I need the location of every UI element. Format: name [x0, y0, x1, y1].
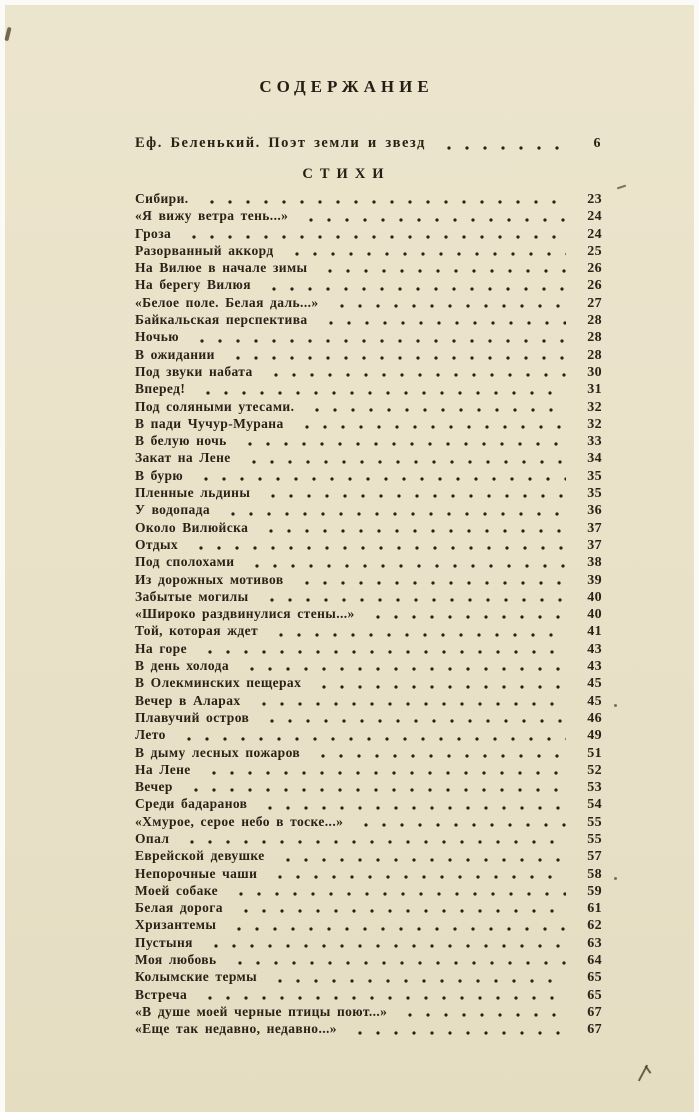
entry-title: «Хмурое, серое небо в тоске...» [135, 813, 344, 829]
entry-page-number: 62 [587, 918, 602, 934]
entry-title: В бурю [135, 467, 184, 483]
entry-title: Закат на Лене [135, 450, 231, 466]
entry-title: Опал [135, 830, 170, 846]
toc-entry [135, 1021, 602, 1038]
entry-title: Встреча [135, 986, 188, 1002]
toc-entry [135, 226, 602, 243]
entry-page-number: 45 [587, 693, 602, 709]
entry-page-number: 57 [587, 849, 602, 865]
entry-title: Вечер [135, 779, 173, 795]
entry-title: Ночью [135, 329, 179, 345]
dot-leader [286, 251, 566, 257]
entry-title: Сибири. [135, 191, 189, 206]
entry-title: Под соляными утесами. [135, 398, 295, 414]
entry-title: Под звуки набата [135, 363, 253, 379]
entry-title: Гроза [135, 225, 172, 241]
entry-title: В день холода [135, 658, 230, 674]
dot-leader [306, 407, 566, 413]
toc-entry [135, 191, 602, 208]
dot-leader [227, 355, 566, 361]
entry-page-number: 24 [587, 226, 602, 242]
dot-leader [320, 320, 566, 326]
entry-page-number: 51 [587, 745, 602, 761]
entry-page-number: 63 [587, 935, 602, 951]
dot-leader [319, 268, 566, 274]
toc-entry [135, 675, 602, 692]
toc-entry [135, 485, 602, 502]
dot-leader [312, 753, 566, 759]
entry-title: Хризантемы [135, 917, 217, 933]
entry-page-number: 34 [587, 451, 602, 467]
dot-leader [199, 649, 566, 655]
entry-title: Непорочные чаши [135, 865, 258, 881]
entry-page-number: 49 [587, 728, 602, 744]
toc-entry [135, 347, 602, 364]
entry-page-number: 40 [587, 607, 602, 623]
toc-entry [135, 779, 602, 796]
entry-title: Белая дорога [135, 900, 223, 916]
dot-leader [260, 528, 566, 534]
section-title: СТИХИ [302, 166, 391, 182]
toc-entry [135, 641, 602, 658]
dot-leader [269, 874, 566, 880]
toc-entry [135, 364, 602, 381]
entry-page-number: 28 [587, 313, 602, 329]
toc-entry [135, 952, 602, 969]
toc-entry [135, 381, 602, 398]
toc-entry [135, 416, 602, 433]
dot-leader [181, 839, 566, 845]
dot-leader [235, 908, 566, 914]
toc-entry [135, 260, 602, 277]
entry-title: «Белое поле. Белая даль...» [135, 294, 319, 310]
entry-page-number: 39 [587, 572, 602, 588]
toc-entry [135, 917, 602, 934]
entry-page-number: 28 [587, 330, 602, 346]
toc-entry [135, 433, 602, 450]
dot-leader [269, 978, 566, 984]
entry-page-number: 67 [587, 1004, 602, 1020]
toc-entry [135, 329, 602, 346]
toc-entry [135, 814, 602, 831]
entry-title: На Лене [135, 761, 191, 777]
entry-title: Пленные льдины [135, 485, 251, 501]
dot-leader [195, 476, 566, 482]
dot-leader [261, 718, 566, 724]
entry-title: В ожидании [135, 346, 215, 362]
toc-entry [135, 243, 602, 260]
dot-leader [178, 736, 566, 742]
dot-leader [300, 217, 566, 223]
dot-leader [243, 459, 566, 465]
dot-leader [229, 960, 566, 966]
entry-title: Пустыня [135, 934, 193, 950]
entry-title: Около Вилюйска [135, 519, 249, 535]
dot-leader [199, 995, 566, 1001]
toc-entry [135, 554, 602, 571]
entry-title: Вечер в Аларах [135, 692, 241, 708]
entry-title: Байкальская перспектива [135, 312, 308, 328]
toc-entry [135, 589, 602, 606]
dot-leader [190, 545, 566, 551]
entry-page-number: 33 [587, 434, 602, 450]
dot-leader [270, 632, 566, 638]
dot-leader [277, 857, 566, 863]
toc-entry [135, 295, 602, 312]
toc-entry [135, 399, 602, 416]
entry-page-number: 53 [587, 780, 602, 796]
toc-entry [135, 208, 602, 225]
entry-title: Отдых [135, 536, 179, 552]
entry-title: На Вилюе в начале зимы [135, 260, 308, 276]
toc-entry [135, 987, 602, 1004]
dot-leader [241, 666, 566, 672]
dot-leader [230, 891, 566, 897]
toc-list [135, 191, 602, 1039]
toc-entry [135, 502, 602, 519]
intro-page-number: 6 [593, 136, 602, 151]
entry-title: Среди бадаранов [135, 796, 248, 812]
toc-entry [135, 1004, 602, 1021]
entry-title: На берегу Вилюя [135, 277, 251, 293]
entry-page-number: 40 [587, 589, 602, 605]
dot-leader [197, 390, 566, 396]
entry-title: Из дорожных мотивов [135, 571, 284, 587]
entry-page-number: 65 [587, 970, 602, 986]
entry-page-number: 30 [587, 364, 602, 380]
entry-title: В дыму лесных пожаров [135, 744, 301, 760]
dot-leader [205, 943, 566, 949]
entry-page-number: 58 [587, 866, 602, 882]
entry-title: На горе [135, 640, 187, 656]
dot-leader [228, 926, 566, 932]
intro-title: Еф. Беленький. Поэт земли и звезд [135, 135, 426, 151]
entry-title: Моя любовь [135, 952, 217, 968]
dot-leader [259, 805, 566, 811]
entry-page-number: 54 [587, 797, 602, 813]
entry-title: Под сполохами [135, 554, 235, 570]
entry-page-number: 61 [587, 901, 602, 917]
dot-leader [246, 563, 566, 569]
toc-entry [135, 710, 602, 727]
entry-title: Разорванный аккорд [135, 242, 274, 258]
dot-leader [201, 199, 566, 205]
toc-entry [135, 796, 602, 813]
toc-entry [135, 935, 602, 952]
entry-title: В Олекминских пещерах [135, 675, 302, 691]
entry-title: Колымские термы [135, 969, 258, 985]
entry-page-number: 26 [587, 261, 602, 277]
entry-page-number: 31 [587, 382, 602, 398]
intro-row [135, 135, 602, 154]
entry-page-number: 45 [587, 676, 602, 692]
entry-page-number: 32 [587, 399, 602, 415]
dot-leader [367, 614, 566, 620]
toc-entry [135, 883, 602, 900]
entry-page-number: 37 [587, 520, 602, 536]
toc-entry [135, 277, 602, 294]
toc-entry [135, 969, 602, 986]
book-page [5, 5, 694, 1112]
entry-page-number: 43 [587, 641, 602, 657]
entry-page-number: 43 [587, 659, 602, 675]
entry-page-number: 55 [587, 831, 602, 847]
entry-page-number: 67 [587, 1022, 602, 1038]
toc-entry [135, 572, 602, 589]
entry-title: Лето [135, 727, 166, 743]
toc-entry [135, 762, 602, 779]
dot-leader [183, 234, 566, 240]
entry-page-number: 46 [587, 710, 602, 726]
entry-page-number: 26 [587, 278, 602, 294]
toc-entry [135, 745, 602, 762]
toc-entry [135, 468, 602, 485]
entry-page-number: 55 [587, 814, 602, 830]
dot-leader [355, 822, 566, 828]
dot-leader [261, 597, 566, 603]
entry-title: Плавучий остров [135, 709, 250, 725]
page-title: СОДЕРЖАНИЕ [259, 77, 434, 96]
entry-page-number: 37 [587, 537, 602, 553]
dot-leader [185, 787, 566, 793]
entry-page-number: 25 [587, 243, 602, 259]
dot-leader [239, 441, 566, 447]
entry-page-number: 32 [587, 416, 602, 432]
toc-entry [135, 450, 602, 467]
entry-title: Моей собаке [135, 882, 219, 898]
entry-title: В белую ночь [135, 433, 227, 449]
toc-entry [135, 623, 602, 640]
toc-entry [135, 606, 602, 623]
entry-page-number: 41 [587, 624, 602, 640]
dot-leader [399, 1012, 566, 1018]
entry-page-number: 64 [587, 953, 602, 969]
dot-leader [262, 493, 566, 499]
dot-leader [296, 424, 566, 430]
toc-entry [135, 848, 602, 865]
toc-content [5, 5, 694, 1039]
dot-leader [253, 701, 567, 707]
toc-entry [135, 900, 602, 917]
entry-page-number: 38 [587, 555, 602, 571]
dot-leader [191, 338, 566, 344]
entry-title: В пади Чучур-Мурана [135, 415, 284, 431]
entry-title: «Широко раздвинулися стены...» [135, 606, 355, 622]
dot-leader [349, 1030, 566, 1036]
entry-title: У водопада [135, 502, 211, 518]
dot-leader [313, 684, 566, 690]
toc-entry [135, 831, 602, 848]
entry-page-number: 59 [587, 883, 602, 899]
entry-page-number: 35 [587, 468, 602, 484]
dot-leader [331, 303, 566, 309]
dot-leader [203, 770, 566, 776]
entry-page-number: 35 [587, 486, 602, 502]
toc-entry [135, 693, 602, 710]
entry-page-number: 65 [587, 987, 602, 1003]
dot-leader [438, 145, 566, 151]
dot-leader [222, 511, 566, 517]
entry-page-number: 28 [587, 347, 602, 363]
entry-title: Той, которая ждет [135, 623, 259, 639]
entry-title: Вперед! [135, 381, 186, 397]
scan-artifact-checkmark [636, 1064, 652, 1084]
entry-title: «Еще так недавно, недавно...» [135, 1021, 337, 1037]
entry-title: Забытые могилы [135, 588, 249, 604]
entry-title: «В душе моей черные птицы поют...» [135, 1003, 388, 1019]
entry-title: «Я вижу ветра тень...» [135, 208, 289, 224]
entry-page-number: 27 [587, 295, 602, 311]
toc-entry [135, 537, 602, 554]
entry-page-number: 52 [587, 762, 602, 778]
entry-page-number: 23 [587, 192, 602, 207]
dot-leader [265, 372, 566, 378]
entry-page-number: 36 [587, 503, 602, 519]
dot-leader [296, 580, 566, 586]
toc-entry [135, 866, 602, 883]
toc-entry [135, 658, 602, 675]
toc-entry [135, 312, 602, 329]
toc-entry [135, 727, 602, 744]
entry-title: Еврейской девушке [135, 848, 265, 864]
toc-entry [135, 520, 602, 537]
entry-page-number: 24 [587, 209, 602, 225]
dot-leader [263, 286, 566, 292]
